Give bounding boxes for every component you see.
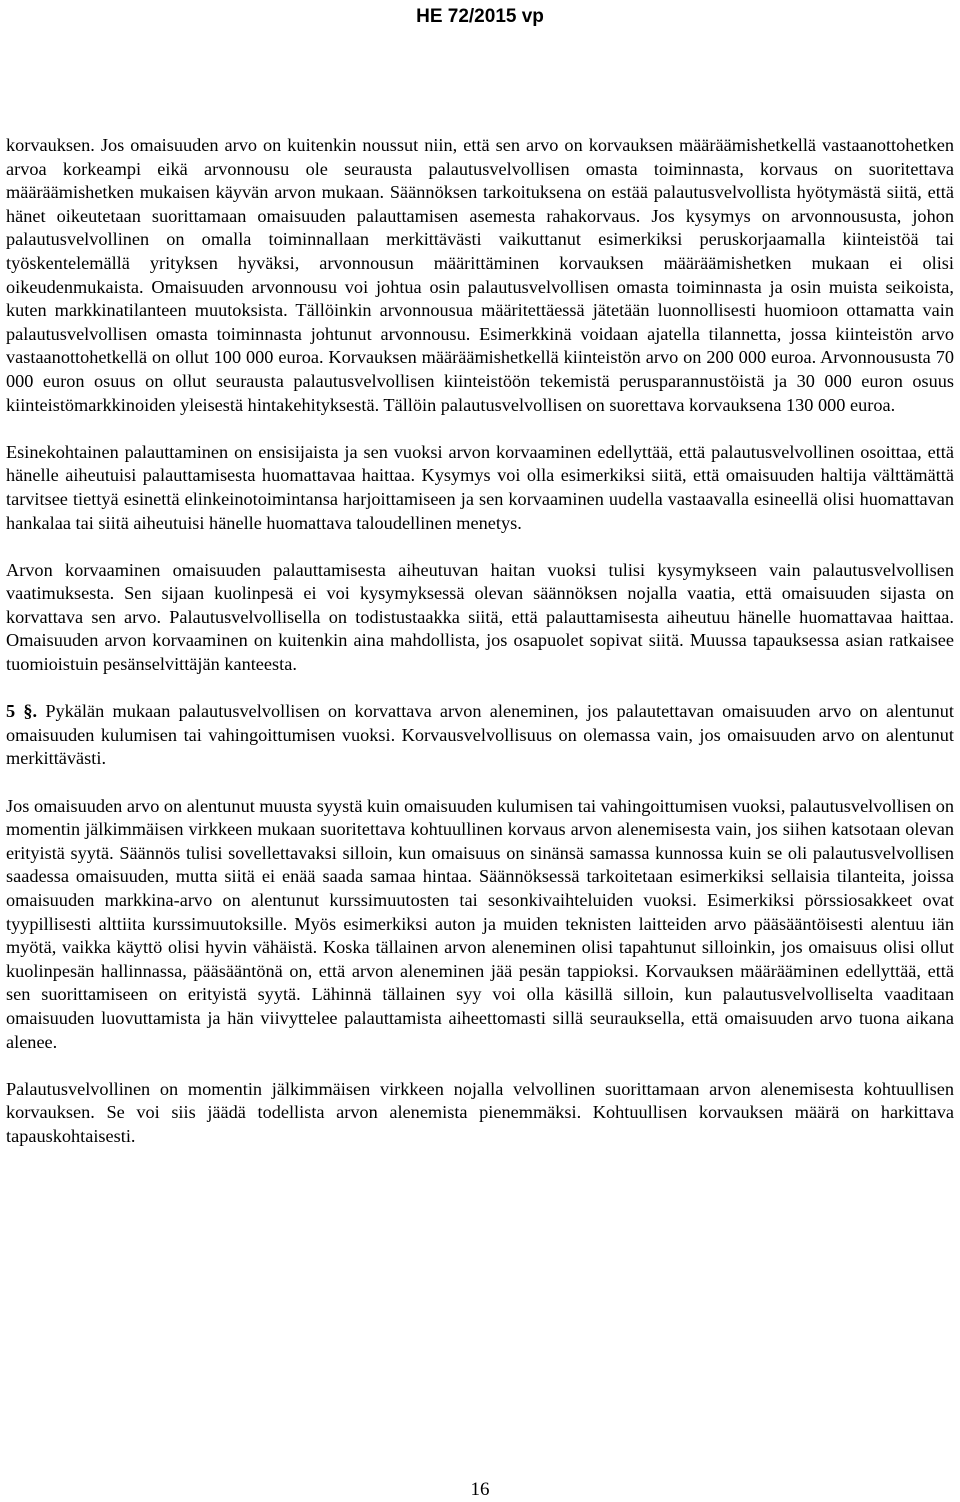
section-text: Pykälän mukaan palautusvelvollisen on korvattava arvon aleneminen, jos palautettavan omaisuuden arvo on alentunut omaisuuden kulumisen tai vahingoittumisen vuoksi. Korvausvelvollisuus on olemassa vain, jos omaisuuden arvo on alentunut merkittävästi. xyxy=(6,701,955,769)
section-5-paragraph xyxy=(6,700,954,771)
paragraph: Arvon korvaaminen omaisuuden palauttamisesta aiheutuvan haitan vuoksi tulisi kysymykseen vain palautusvelvollisen vaatimuksesta. Sen sijaan kuolinpesä ei voi kysymyksessä olevan säännöksen nojalla vaatia, että omaisuuden sijasta on korvattava sen arvo. Palautusvelvollisella on todistustaakka siitä, että palauttamisesta aiheutuu hänelle huomattavaa haittaa. Omaisuuden arvon korvaaminen on kuitenkin aina mahdollista, jos osapuolet sopivat siitä. Muussa tapauksessa asian ratkaisee tuomioistuin pesänselvittäjän kanteesta. xyxy=(6,559,954,675)
paragraph: korvauksen. Jos omaisuuden arvo on kuitenkin noussut niin, että sen arvo on korvauksen määräämishetkellä vastaanottohetken arvoa korkeampi eikä arvonnousu ole seurausta palautusvelvollisen omasta toiminnasta, korvaus on suoritettava määräämishetken mukaisen käyvän arvon mukaan. Säännöksen tarkoituksena on estää palautusvelvollista hyötymästä siitä, että hänet oikeutetaan suorittamaan omaisuuden palauttamisen asemesta rahakorvaus. Jos kysymys on arvonnoususta, johon palautusvelvollinen on omalla toiminnallaan merkittävästi vaikuttanut esimerkiksi peruskorjaamalla kiinteistöä tai työskentelemällä yrityksen hyväksi, arvonnousun määrittäminen korvauksen määräämishetken mukaan ei olisi oikeudenmukaista. Omaisuuden arvonnousu voi johtua osin palautusvelvollisen omasta toiminnasta ja osin muista seikoista, kuten markkinatilanteen muutoksista. Tällöinkin arvonnousua määritettäessä jätetään luonnollisesti huomioon ottamatta vain palautusvelvollisen omasta toiminnasta johtunut arvonnousu. Esimerkkinä voidaan ajatella tilannetta, jossa kiinteistön arvo vastaanottohetkellä on ollut 100 000 euroa. Korvauksen määräämishetkellä kiinteistön arvo on 200 000 euroa. Arvonnoususta 70 000 euron osuus on ollut seurausta palautusvelvollisen kiinteistöön tekemistä perusparannustöistä ja 30 000 euron osuus kiinteistömarkkinoiden yleisestä hintakehityksestä. Tällöin palautusvelvollisen on suorettava korvauksena 130 000 euroa. xyxy=(6,135,954,415)
section-number: 5 §. xyxy=(6,701,38,722)
paragraph: Esinekohtainen palauttaminen on ensisijaista ja sen vuoksi arvon korvaaminen edellyttää, että palautusvelvollinen osoittaa, että hänelle aiheutuisi palauttamisesta huomattavaa haittaa. Kysymys voi olla esimerkiksi siitä, että omaisuuden haltija välttämättä tarvitsee tiettyä esinettä elinkeinotoimintansa harjoittamiseen ja sen korvaaminen uudella vastaavalla esineellä olisi huomattavan hankalaa tai siitä aiheutuisi hänelle huomattava taloudellinen menetys. xyxy=(6,441,954,533)
document-header: HE 72/2015 vp xyxy=(416,6,544,27)
paragraph: Palautusvelvollinen on momentin jälkimmäisen virkkeen nojalla velvollinen suorittamaan arvon alenemisesta kohtuullisen korvauksen. Se voi siis jäädä todellista arvon alenemista pienemmäksi. Kohtuullisen korvauksen määrä on harkittava tapauskohtaisesti. xyxy=(6,1078,954,1146)
paragraph: Jos omaisuuden arvo on alentunut muusta syystä kuin omaisuuden kulumisen tai vahingoittumisen vuoksi, palautusvelvollisen on momentin jälkimmäisen virkkeen mukaan suoritettava kohtuullinen korvaus arvon alenemisesta vain, jos siihen katsotaan olevan erityistä syytä. Säännös tulisi sovellettavaksi silloin, kun omaisuus on sinänsä samassa kunnossa kuin se oli palautusvelvollisen saadessa omaisuuden, mutta siitä ei enää saada samaa hintaa. Säännöksessä tarkoitetaan esimerkiksi sellaisia tilanteita, joissa omaisuuden markkina-arvo on alentunut kurssimuutosten tai sesonkivaihteluiden vuoksi. Esimerkiksi pörssiosakkeet ovat tyypillisesti alttiita kurssimuutoksille. Myös esimerkiksi auton ja muiden teknisten laitteiden arvo pääsääntöisesti alentuu iän myötä, vaikka käyttö olisi hyvin vähäistä. Koska tällainen arvon aleneminen olisi tapahtunut silloinkin, jos omaisuus olisi ollut kuolinpesän hallinnassa, pääsääntönä on, että arvon aleneminen jää pesän tappioksi. Korvauksen määrääminen edellyttää, että sen suorittamiseen on erityistä syytä. Lähinnä tällainen syy voi olla käsillä silloin, kun palautusvelvolliselta vaaditaan omaisuuden luovuttamista ja hän viivyttelee palauttamista aiheettomasti sillä seurauksella, että omaisuuden arvo tuona aikana alenee. xyxy=(6,795,954,1052)
page-number: 16 xyxy=(470,1479,490,1500)
document-body xyxy=(6,134,954,1149)
